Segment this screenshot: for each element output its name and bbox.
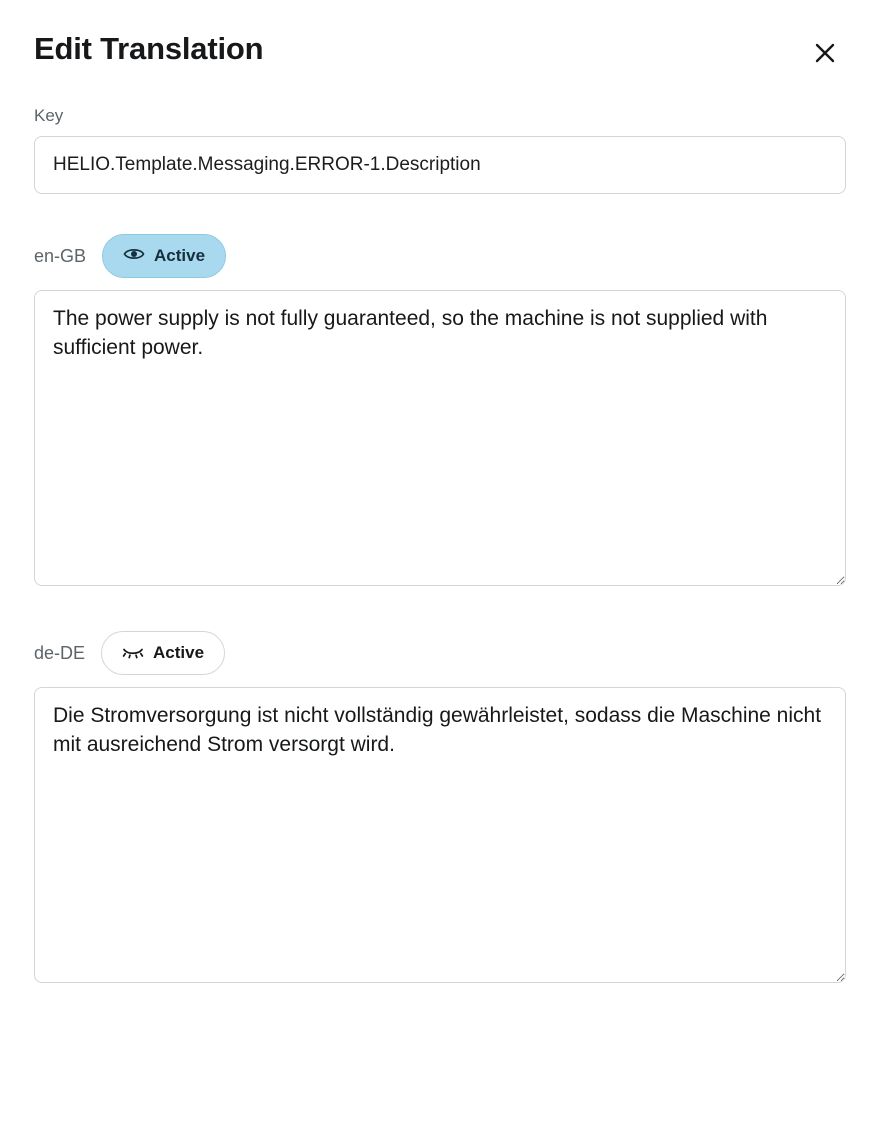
- translation-textarea-en-gb[interactable]: [34, 290, 846, 586]
- translation-textarea-de-de[interactable]: [34, 687, 846, 983]
- locale-label-de-de: de-DE: [34, 642, 86, 663]
- eye-icon: [123, 246, 145, 267]
- dialog-header: [34, 0, 846, 72]
- locale-label-en-gb: en-GB: [34, 245, 87, 266]
- locale-row-de-de: [34, 631, 846, 675]
- key-label: Key: [34, 106, 64, 125]
- page-title: Edit Translation: [34, 31, 264, 66]
- status-toggle-de-de[interactable]: [101, 631, 225, 675]
- eye-off-icon: [122, 643, 144, 664]
- status-badge-label-en-gb: Active: [154, 246, 206, 265]
- locale-row-en-gb: [34, 234, 846, 278]
- status-badge-label-de-de: Active: [153, 643, 205, 662]
- key-input[interactable]: [34, 136, 846, 194]
- close-button[interactable]: [806, 34, 844, 72]
- close-icon: [810, 56, 840, 71]
- status-toggle-en-gb[interactable]: [102, 234, 226, 278]
